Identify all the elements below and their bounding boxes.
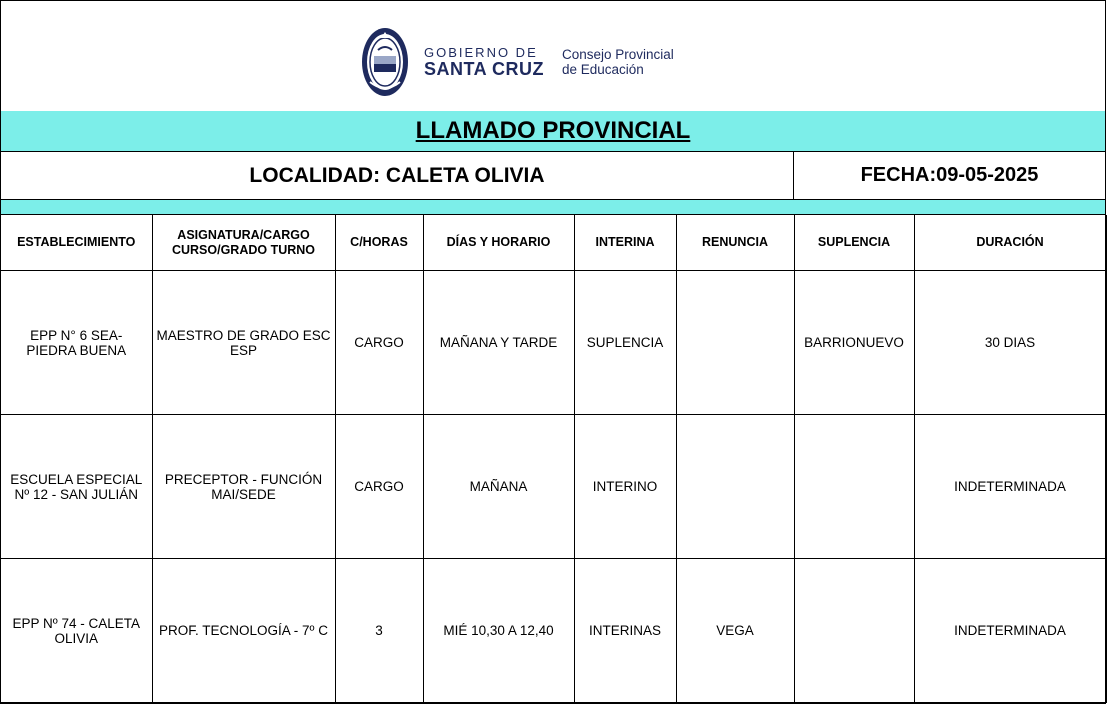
fecha-cell: FECHA:09-05-2025 (860, 164, 1039, 186)
table-cell: BARRIONUEVO (794, 271, 914, 415)
localidad-cell: LOCALIDAD: CALETA OLIVIA (1, 152, 794, 199)
table-cell: PRECEPTOR - FUNCIÓN MAI/SEDE (152, 415, 335, 559)
table-row (1, 415, 1106, 559)
table-cell: MAÑANA (423, 415, 574, 559)
table-cell: PROF. TECNOLOGÍA - 7º C (152, 559, 335, 703)
table-cell: MAESTRO DE GRADO ESC ESP (152, 271, 335, 415)
table-cell: CARGO (335, 415, 423, 559)
table-cell: MAÑANA Y TARDE (423, 271, 574, 415)
table-cell: INDETERMINADA (914, 415, 1106, 559)
table-cell (676, 415, 794, 559)
gobierno-line2: SANTA CRUZ (424, 59, 544, 79)
table-cell: INTERINO (574, 415, 676, 559)
table-cell (676, 271, 794, 415)
title-band (1, 111, 1105, 152)
provincial-seal-icon (360, 26, 410, 98)
table-cell: SUPLENCIA (574, 271, 676, 415)
table-cell: EPP N° 6 SEA- PIEDRA BUENA (1, 271, 152, 415)
col-header: RENUNCIA (676, 215, 794, 271)
table-cell (794, 415, 914, 559)
positions-table (1, 215, 1107, 703)
table-cell: MIÉ 10,30 A 12,40 (423, 559, 574, 703)
letterhead (1, 1, 1105, 112)
col-header: ASIGNATURA/CARGO CURSO/GRADO TURNO (152, 215, 335, 271)
table-header-row (1, 215, 1106, 271)
consejo-line2: de Educación (562, 62, 644, 77)
separator-band (1, 200, 1105, 215)
table-row (1, 559, 1106, 703)
col-header: SUPLENCIA (794, 215, 914, 271)
col-header: ESTABLECIMIENTO (1, 215, 152, 271)
table-cell: ESCUELA ESPECIAL Nº 12 - SAN JULIÁN (1, 415, 152, 559)
consejo-line1: Consejo Provincial (562, 47, 674, 62)
col-header: DURACIÓN (914, 215, 1106, 271)
table-cell: INDETERMINADA (914, 559, 1106, 703)
col-header: C/HORAS (335, 215, 423, 271)
table-row (1, 271, 1106, 415)
table-cell: INTERINAS (574, 559, 676, 703)
table-cell: EPP Nº 74 - CALETA OLIVIA (1, 559, 152, 703)
table-cell: 30 DIAS (914, 271, 1106, 415)
gobierno-line1: GOBIERNO DE (424, 45, 538, 60)
table-cell (794, 559, 914, 703)
location-date-row (1, 152, 1105, 200)
col-header: DÍAS Y HORARIO (423, 215, 574, 271)
col-header: INTERINA (574, 215, 676, 271)
table-cell: 3 (335, 559, 423, 703)
table-cell: CARGO (335, 271, 423, 415)
page-title: LLAMADO PROVINCIAL (415, 117, 691, 144)
table-cell: VEGA (676, 559, 794, 703)
